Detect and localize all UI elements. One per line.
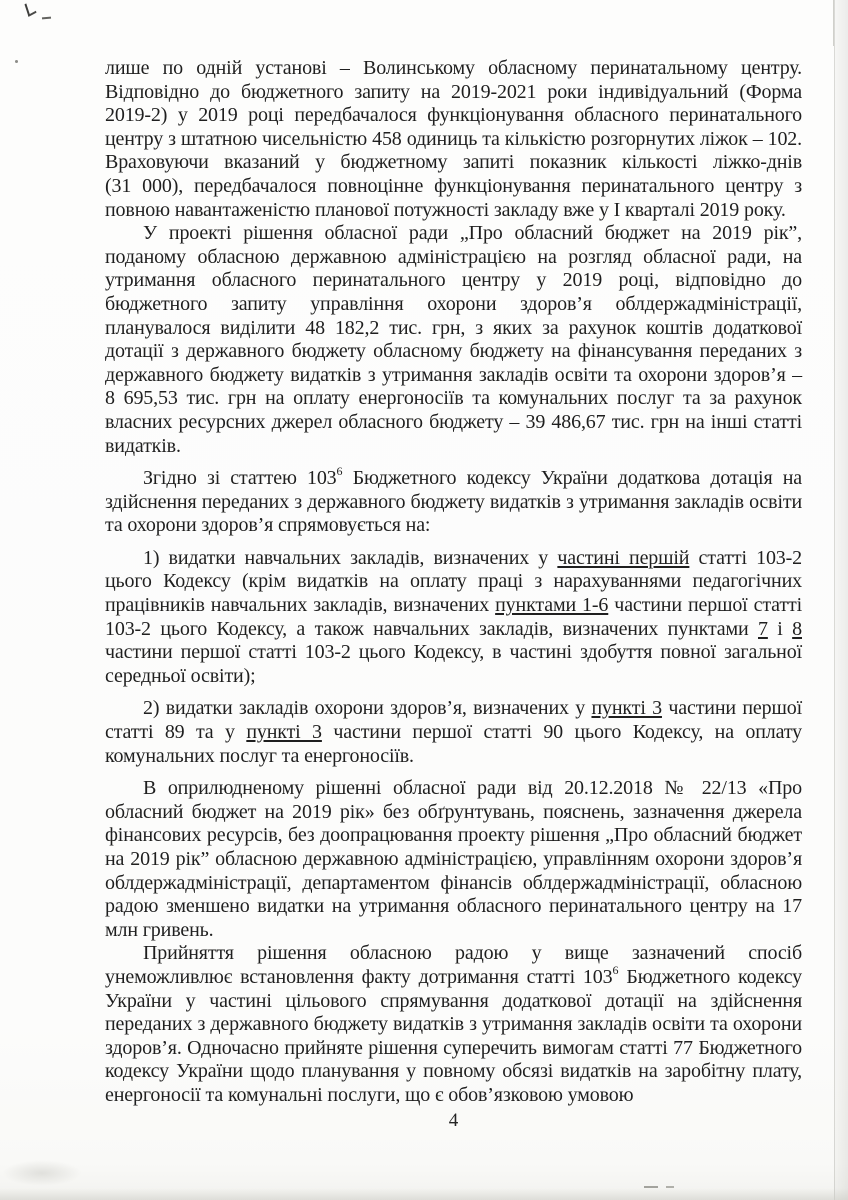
- paragraph: [105, 222, 802, 458]
- text-run: Прийняття рішення обласною радою у вище зазначений спосіб унеможливлює встановлення факту дотримання статті 103: [105, 942, 802, 988]
- text-run: частини першої статті 90 цього Кодексу, на оплату комунальних послуг та енергоносіїв.: [105, 721, 802, 767]
- scan-bottom-edge-shadow: [0, 1188, 848, 1200]
- underlined-text: 7: [758, 617, 768, 640]
- text-run: В оприлюдненому рішенні обласної ради від 20.12.2018 № 22/13 «Про обласний бюджет на 2019 рік» без обґрунтувань, пояснень, зазначення джерела фінансових ресурсів, без доопрацювання проекту рішення „Про обласний бюджет на 2019 рік” обласною державною адміністрацією, управлінням охорони здоров’я облдержадміністрації, департаментом фінансів облдержадміністрації, обласною радою зменшено видатки на утримання обласного перинатального центру на 17 млн гривень.: [105, 777, 802, 941]
- underlined-text: пункті 3: [591, 697, 662, 720]
- text-run: статті 103-2 цього Кодексу (крім видатків на оплату праці з нарахуваннями педагогічних працівників навчальних закладів, визначених: [105, 546, 803, 617]
- document-body: [105, 57, 802, 1108]
- scan-artifact-speck: [15, 60, 18, 63]
- paragraph: [105, 464, 802, 538]
- scan-bottom-left-smudge: [2, 1160, 82, 1186]
- superscript: 6: [336, 464, 343, 479]
- text-run: 1) видатки навчальних закладів, визначених у: [143, 546, 558, 569]
- underlined-text: частині першій: [557, 546, 690, 569]
- text-run: і: [767, 617, 793, 640]
- text-run: частини першої статті 103-2 цього Кодексу, в частині здобуття повної загальної середньої освіти);: [105, 641, 802, 687]
- scan-right-edge-shadow: [834, 0, 848, 1200]
- superscript: 6: [612, 963, 619, 978]
- underlined-text: пункті 3: [246, 721, 322, 744]
- text-run: У проекті рішення обласної ради „Про обласний бюджет на 2019 рік”, поданому обласною державною адміністрацією на розгляд обласної ради, на утримання обласного перинатального центру у 2019 році, відповідно до бюджетного запиту управління охорони здоров’я облдержадміністрації, планувалося виділити 48 182,2 тис. грн, з яких за рахунок коштів додаткової дотації з державного бюджету обласному бюджету на фінансування переданих з державного бюджету видатків з утримання закладів освіти та охорони здоров’я – 8 695,53 тис. грн на оплату енергоносіїв та комунальних послуг та за рахунок власних ресурсних джерел обласного бюджету – 39 486,67 тис. грн на інші статті видатків.: [105, 222, 802, 457]
- paragraph: [105, 57, 802, 222]
- text-run: Згідно зі статтею 103: [143, 467, 337, 490]
- text-run: Бюджетного кодексу України додаткова дотація на здійснення переданих з державного бюджету видатків з утримання закладів освіти та охорони здоров’я спрямовується на:: [105, 467, 802, 537]
- paragraph: [105, 942, 802, 1107]
- text-run: частини першої статті 103-2 цього Кодексу, а також навчальних закладів, визначених пунктами: [105, 594, 802, 640]
- text-run: лише по одній установі – Волинському обласному перинатальному центру. Відповідно до бюджетного запиту на 2019-2021 роки індивідуальний (Форма 2019-2) у 2019 році передбачалося функціонування обласного перинатального центру з штатною чисельністю 458 одиниць та кількістю розгорнутих ліжок – 102. Враховуючи вказаний у бюджетному запиті показник кількості ліжко-днів (31 000), передбачалося повноцінне функціонування перинатального центру з повною навантаженістю планової потужності закладу вже у І кварталі 2019 року.: [105, 57, 802, 221]
- paragraph: [105, 697, 802, 768]
- text-run: частини першої статті 89 та у: [105, 697, 802, 744]
- scan-artifact-tick-mark: [24, 0, 36, 17]
- page-number: 4: [448, 1110, 459, 1131]
- paragraph: [105, 547, 802, 689]
- underlined-text: 8: [792, 617, 802, 640]
- paragraph: [105, 777, 802, 942]
- scan-artifact-dash: [42, 17, 51, 20]
- text-run: 2) видатки закладів охорони здоров’я, визначених у: [143, 697, 592, 720]
- underlined-text: пунктами 1-6: [495, 594, 609, 617]
- text-run: Бюджетного кодексу України у частині цільового спрямування додаткової дотації на здійснення переданих з державного бюджету видатків з утримання закладів освіти та охорони здоров’я. Одночасно прийняте рішення суперечить вимогам статті 77 Бюджетного кодексу України щодо планування у повному обсязі видатків на заробітну плату, енергоносії та комунальні послуги, що є обов’язковою умовою: [105, 965, 802, 1106]
